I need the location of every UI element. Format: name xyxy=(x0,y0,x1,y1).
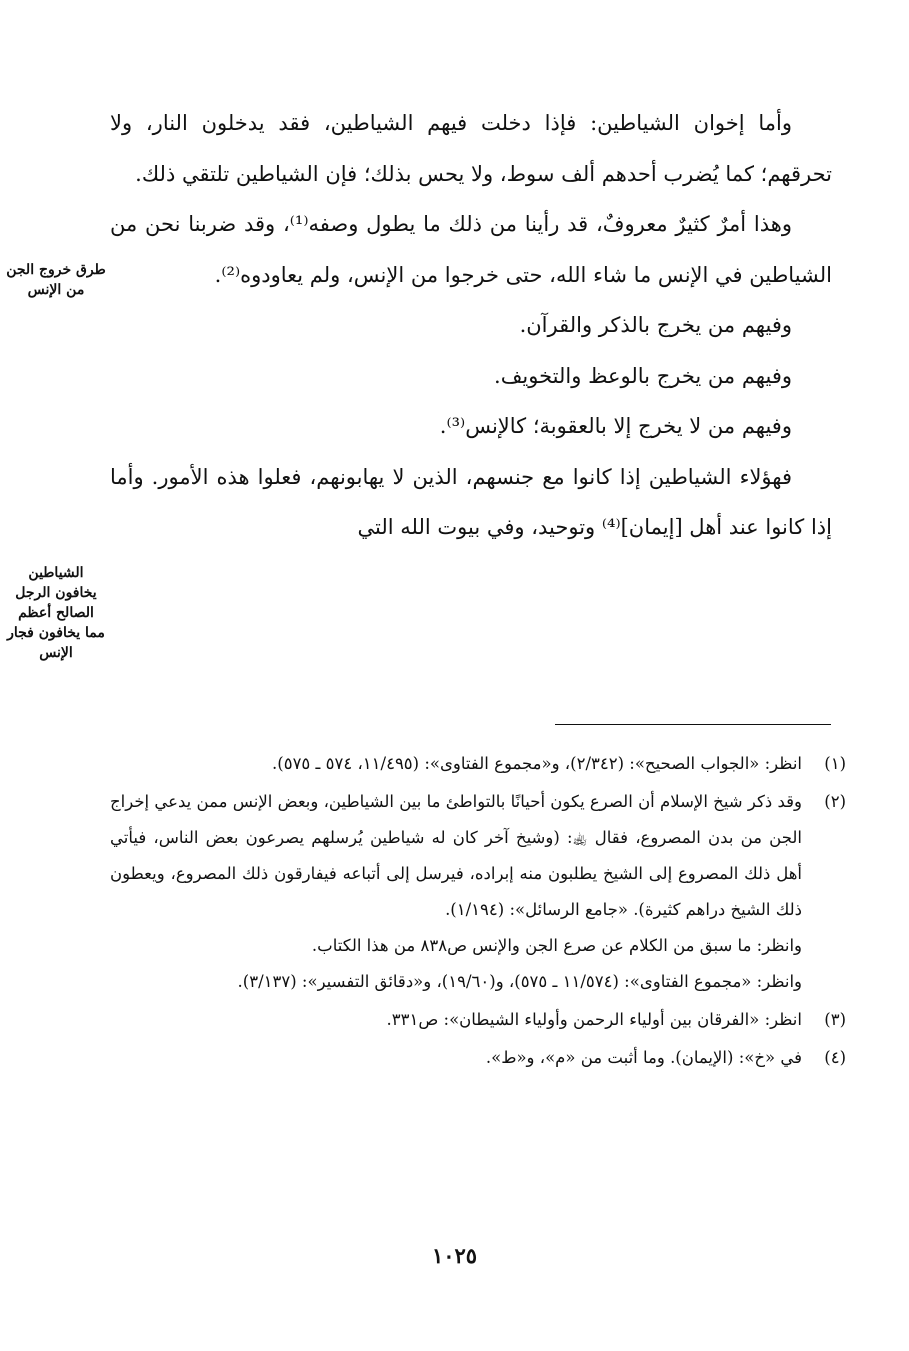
page-number: ١٠٢٥ xyxy=(431,1243,478,1268)
margin-note-exorcism-methods: طرق خروج الجن من الإنس xyxy=(6,262,106,298)
paragraph-1: وأما إخوان الشياطين: فإذا دخلت فيهم الشياطين، فقد يدخلون النار، ولا تحرقهم؛ كما يُضرب أحدهم ألف سوط، ولا يحس بذلك؛ فإن الشياطين تلتقي ذلك. xyxy=(110,111,832,186)
footnote-separator xyxy=(555,724,831,725)
footnotes xyxy=(110,746,846,1078)
footnote-2 xyxy=(110,784,846,1000)
footnote-text: وانظر: ما سبق من الكلام عن صرع الجن والإنس ص٨٣٨ من هذا الكتاب. xyxy=(311,936,802,955)
paragraph-5: وفيهم من لا يخرج إلا بالعقوبة؛ كالإنس⁽³⁾. xyxy=(439,414,792,438)
footnote-text: انظر: «الجواب الصحيح»: (٢/٣٤٢)، و«مجموع الفتاوى»: (١١/٤٩٥، ٥٧٤ ـ ٥٧٥). xyxy=(272,754,802,773)
footnote-number: (١) xyxy=(824,754,846,773)
footnote-1 xyxy=(110,746,846,782)
footnote-text: انظر: «الفرقان بين أولياء الرحمن وأولياء الشيطان»: ص٣٣١. xyxy=(386,1010,802,1029)
footnote-3 xyxy=(110,1002,846,1038)
footnote-number: (٣) xyxy=(824,1010,846,1029)
footnote-text: وانظر: «مجموع الفتاوى»: (١١/٥٧٤ ـ ٥٧٥)، و(١٩/٦٠)، و«دقائق التفسير»: (٣/١٣٧). xyxy=(237,972,802,991)
paragraph-4: وفيهم من يخرج بالوعظ والتخويف. xyxy=(494,363,792,388)
footnote-number: (٢) xyxy=(824,792,846,811)
footnote-4 xyxy=(110,1040,846,1076)
footnote-text: في «خ»: (الإيمان). وما أثبت من «م»، و«ط». xyxy=(485,1048,802,1067)
margin-note-devils-fear: الشياطين يخافون الرجل الصالح أعظم مما يخافون فجار الإنس xyxy=(7,565,105,661)
main-text xyxy=(110,98,832,553)
paragraph-2: وهذا أمرٌ كثيرٌ معروفٌ، قد رأينا من ذلك ما يطول وصفه⁽¹⁾، وقد ضربنا نحن من الشياطين في الإنس ما شاء الله، حتى خرجوا من الإنس، ولم يعاودوه⁽²⁾. xyxy=(110,212,832,287)
paragraph-3: وفيهم من يخرج بالذكر والقرآن. xyxy=(519,313,792,337)
paragraph-6: فهؤلاء الشياطين إذا كانوا مع جنسهم، الذين لا يهابونهم، فعلوا هذه الأمور. وأما إذا كانوا عند أهل [إيمان]⁽⁴⁾ وتوحيد، وفي بيوت الله التي xyxy=(110,464,832,539)
footnote-text: وقد ذكر شيخ الإسلام أن الصرع يكون أحيانًا بالتواطئ ما بين الشياطين، وبعض الإنس ممن يدعي إخراج الجن من بدن المصروع، فقال ﵀: (وشيخ آخر كان له شياطين يُرسلهم يصرعون بعض الناس، فيأتي أهل ذلك المصروع إلى الشيخ يطلبون منه إبراده، فيرسل إلى أتباعه فيفارقون ذلك المصروع، ويعطون ذلك الشيخ دراهم كثيرة). «جامع الرسائل»: (١/١٩٤). xyxy=(110,792,802,919)
footnote-number: (٤) xyxy=(824,1048,846,1067)
